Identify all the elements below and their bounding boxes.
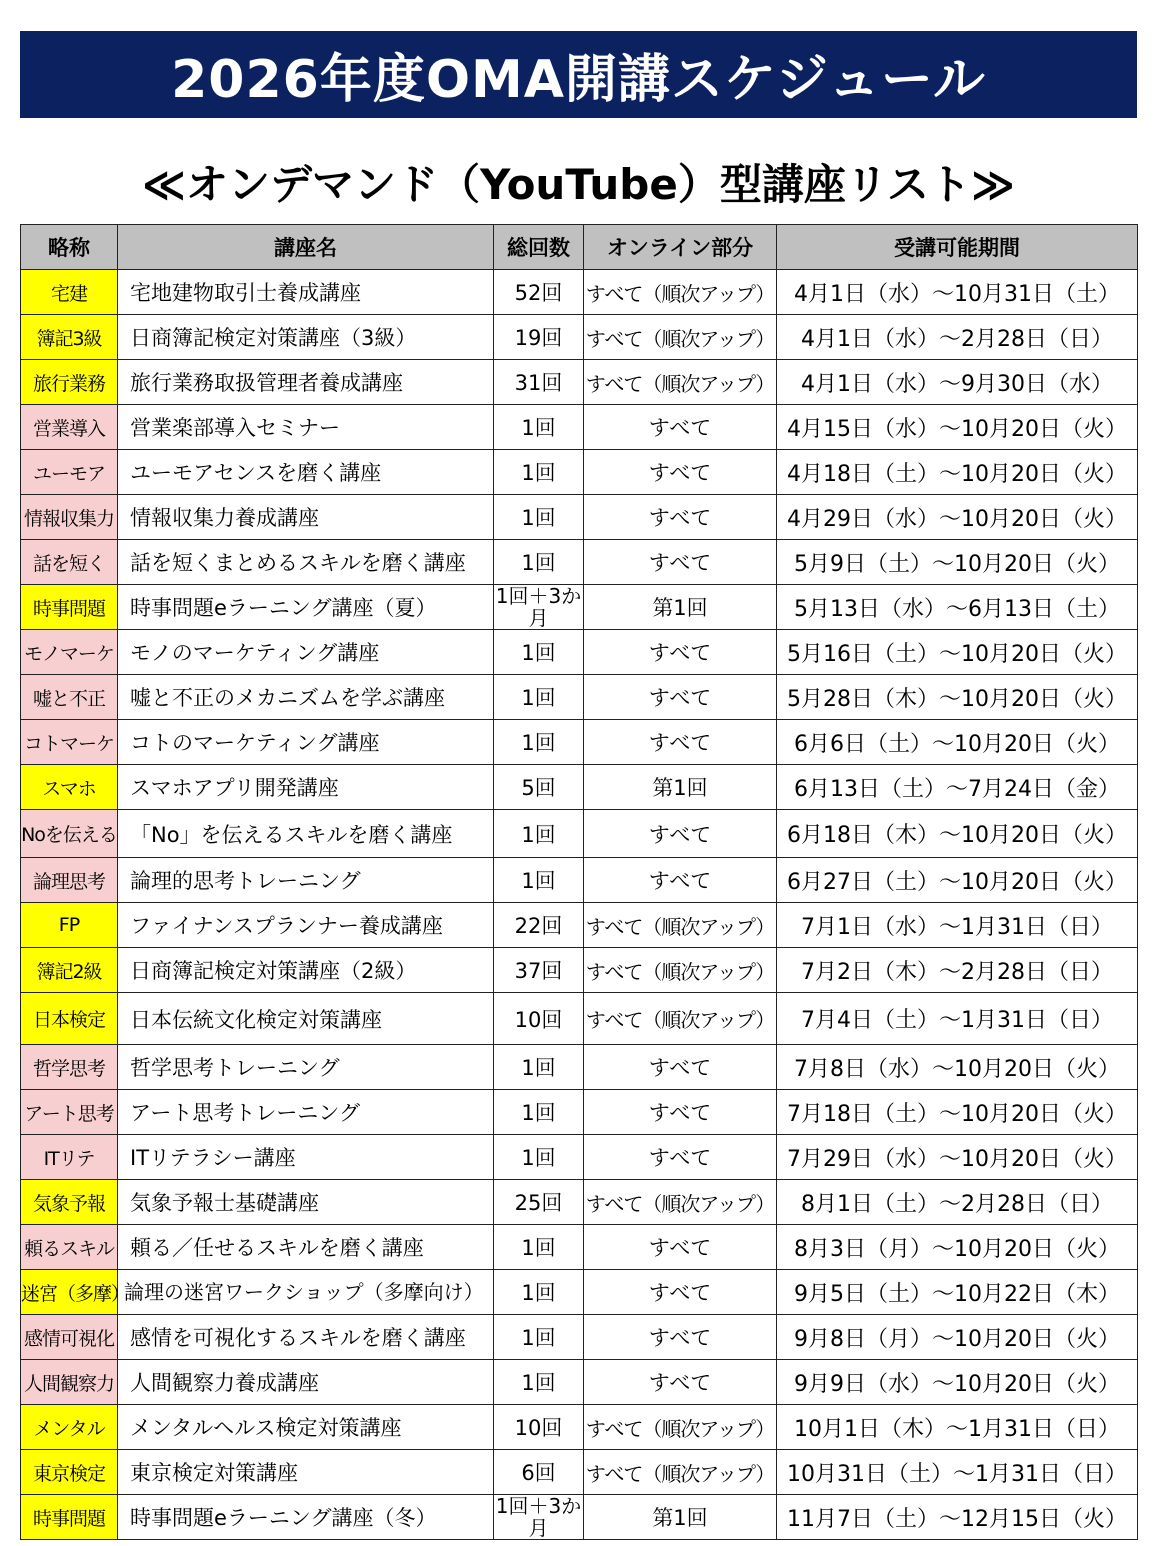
sessions-cell: 1回＋3か月 — [494, 1495, 584, 1540]
sessions-cell: 52回 — [494, 270, 584, 315]
online-cell: すべて（順次アップ） — [584, 1450, 777, 1495]
sessions-cell: 1回＋3か月 — [494, 585, 584, 630]
abbr-cell: 人間観察力 — [21, 1360, 118, 1405]
course-name-cell: アート思考トレーニング — [118, 1090, 494, 1135]
online-cell: すべて（順次アップ） — [584, 993, 777, 1045]
abbr-cell: 頼るスキル — [21, 1225, 118, 1270]
period-cell: 11月7日（土）～12月15日（火） — [777, 1495, 1138, 1540]
table-row — [21, 495, 1138, 540]
abbr-cell: 時事問題 — [21, 585, 118, 630]
online-cell: すべて — [584, 720, 777, 765]
sessions-cell: 1回 — [494, 1225, 584, 1270]
period-cell: 4月29日（水）～10月20日（火） — [777, 495, 1138, 540]
table-row — [21, 765, 1138, 810]
course-name-cell: 日商簿記検定対策講座（2級） — [118, 948, 494, 993]
online-cell: すべて — [584, 1360, 777, 1405]
course-name-cell: 人間観察力養成講座 — [118, 1360, 494, 1405]
period-cell: 5月16日（土）～10月20日（火） — [777, 630, 1138, 675]
abbr-cell: スマホ — [21, 765, 118, 810]
period-cell: 9月5日（土）～10月22日（木） — [777, 1270, 1138, 1315]
sessions-cell: 1回 — [494, 450, 584, 495]
abbr-cell: 哲学思考 — [21, 1045, 118, 1090]
online-cell: すべて — [584, 1270, 777, 1315]
sessions-cell: 1回 — [494, 1315, 584, 1360]
period-cell: 4月1日（水）～9月30日（水） — [777, 360, 1138, 405]
sessions-cell: 1回 — [494, 858, 584, 903]
online-cell: 第1回 — [584, 765, 777, 810]
sessions-cell: 37回 — [494, 948, 584, 993]
online-cell: すべて — [584, 630, 777, 675]
abbr-cell: 日本検定 — [21, 993, 118, 1045]
period-cell: 7月29日（水）～10月20日（火） — [777, 1135, 1138, 1180]
sessions-cell: 1回 — [494, 1135, 584, 1180]
sessions-cell: 31回 — [494, 360, 584, 405]
course-name-cell: 営業楽部導入セミナー — [118, 405, 494, 450]
abbr-cell: ITリテ — [21, 1135, 118, 1180]
table-row — [21, 810, 1138, 858]
period-cell: 7月2日（木）～2月28日（日） — [777, 948, 1138, 993]
online-cell: すべて（順次アップ） — [584, 315, 777, 360]
table-row — [21, 1315, 1138, 1360]
abbr-cell: 旅行業務 — [21, 360, 118, 405]
page-title: 2026年度OMA開講スケジュール — [20, 31, 1137, 118]
course-name-cell: 嘘と不正のメカニズムを学ぶ講座 — [118, 675, 494, 720]
abbr-cell: メンタル — [21, 1405, 118, 1450]
table-row — [21, 675, 1138, 720]
period-cell: 5月9日（土）～10月20日（火） — [777, 540, 1138, 585]
online-cell: すべて — [584, 405, 777, 450]
period-cell: 6月13日（土）～7月24日（金） — [777, 765, 1138, 810]
online-cell: すべて（順次アップ） — [584, 1405, 777, 1450]
period-cell: 8月1日（土）～2月28日（日） — [777, 1180, 1138, 1225]
course-name-cell: ユーモアセンスを磨く講座 — [118, 450, 494, 495]
sessions-cell: 1回 — [494, 630, 584, 675]
course-name-cell: 話を短くまとめるスキルを磨く講座 — [118, 540, 494, 585]
header-course-name: 講座名 — [118, 225, 494, 270]
header-online-part: オンライン部分 — [584, 225, 777, 270]
online-cell: すべて — [584, 540, 777, 585]
sessions-cell: 1回 — [494, 405, 584, 450]
sessions-cell: 1回 — [494, 675, 584, 720]
table-row — [21, 585, 1138, 630]
sessions-cell: 1回 — [494, 810, 584, 858]
table-row — [21, 1405, 1138, 1450]
sessions-cell: 1回 — [494, 1360, 584, 1405]
sessions-cell: 22回 — [494, 903, 584, 948]
table-row — [21, 993, 1138, 1045]
online-cell: 第1回 — [584, 585, 777, 630]
abbr-cell: 感情可視化 — [21, 1315, 118, 1360]
course-name-cell: 日商簿記検定対策講座（3級） — [118, 315, 494, 360]
abbr-cell: ユーモア — [21, 450, 118, 495]
online-cell: すべて（順次アップ） — [584, 948, 777, 993]
course-name-cell: 時事問題eラーニング講座（夏） — [118, 585, 494, 630]
abbr-cell: 営業導入 — [21, 405, 118, 450]
abbr-cell: 嘘と不正 — [21, 675, 118, 720]
course-name-cell: 感情を可視化するスキルを磨く講座 — [118, 1315, 494, 1360]
table-row — [21, 858, 1138, 903]
page-subtitle: ≪オンデマンド（YouTube）型講座リスト≫ — [142, 160, 1015, 209]
abbr-cell: 気象予報 — [21, 1180, 118, 1225]
online-cell: すべて — [584, 1090, 777, 1135]
period-cell: 10月31日（土）～1月31日（日） — [777, 1450, 1138, 1495]
course-name-cell: 情報収集力養成講座 — [118, 495, 494, 540]
table-row — [21, 315, 1138, 360]
abbr-cell: 簿記2級 — [21, 948, 118, 993]
course-table — [20, 224, 1138, 1540]
period-cell: 5月13日（水）～6月13日（土） — [777, 585, 1138, 630]
online-cell: すべて（順次アップ） — [584, 360, 777, 405]
table-row — [21, 1360, 1138, 1405]
period-cell: 4月1日（水）～10月31日（土） — [777, 270, 1138, 315]
sessions-cell: 1回 — [494, 1045, 584, 1090]
period-cell: 5月28日（木）～10月20日（火） — [777, 675, 1138, 720]
period-cell: 6月27日（土）～10月20日（火） — [777, 858, 1138, 903]
sessions-cell: 1回 — [494, 1090, 584, 1135]
table-row — [21, 1045, 1138, 1090]
abbr-cell: Noを伝える — [21, 810, 118, 858]
sessions-cell: 1回 — [494, 1270, 584, 1315]
table-row — [21, 630, 1138, 675]
online-cell: すべて（順次アップ） — [584, 1180, 777, 1225]
sessions-cell: 1回 — [494, 540, 584, 585]
period-cell: 4月15日（水）～10月20日（火） — [777, 405, 1138, 450]
table-row — [21, 1090, 1138, 1135]
table-row — [21, 1450, 1138, 1495]
abbr-cell: 宅建 — [21, 270, 118, 315]
period-cell: 7月4日（土）～1月31日（日） — [777, 993, 1138, 1045]
online-cell: すべて — [584, 1045, 777, 1090]
abbr-cell: 簿記3級 — [21, 315, 118, 360]
period-cell: 7月8日（水）～10月20日（火） — [777, 1045, 1138, 1090]
online-cell: すべて（順次アップ） — [584, 270, 777, 315]
table-row — [21, 405, 1138, 450]
table-row — [21, 948, 1138, 993]
course-name-cell: ファイナンスプランナー養成講座 — [118, 903, 494, 948]
header-period: 受講可能期間 — [777, 225, 1138, 270]
online-cell: すべて — [584, 675, 777, 720]
course-name-cell: 論理的思考トレーニング — [118, 858, 494, 903]
table-row — [21, 1225, 1138, 1270]
abbr-cell: 話を短く — [21, 540, 118, 585]
sessions-cell: 1回 — [494, 720, 584, 765]
period-cell: 8月3日（月）～10月20日（火） — [777, 1225, 1138, 1270]
period-cell: 7月18日（土）～10月20日（火） — [777, 1090, 1138, 1135]
sessions-cell: 10回 — [494, 993, 584, 1045]
online-cell: すべて（順次アップ） — [584, 903, 777, 948]
course-name-cell: 旅行業務取扱管理者養成講座 — [118, 360, 494, 405]
course-name-cell: コトのマーケティング講座 — [118, 720, 494, 765]
course-name-cell: 宅地建物取引士養成講座 — [118, 270, 494, 315]
table-row — [21, 1135, 1138, 1180]
table-row — [21, 1180, 1138, 1225]
sessions-cell: 25回 — [494, 1180, 584, 1225]
table-row — [21, 360, 1138, 405]
table-row — [21, 720, 1138, 765]
sessions-cell: 10回 — [494, 1405, 584, 1450]
table-header-row — [21, 225, 1138, 270]
abbr-cell: 時事問題 — [21, 1495, 118, 1540]
period-cell: 7月1日（水）～1月31日（日） — [777, 903, 1138, 948]
period-cell: 6月6日（土）～10月20日（火） — [777, 720, 1138, 765]
abbr-cell: 情報収集力 — [21, 495, 118, 540]
period-cell: 6月18日（木）～10月20日（火） — [777, 810, 1138, 858]
period-cell: 10月1日（木）～1月31日（日） — [777, 1405, 1138, 1450]
table-row — [21, 903, 1138, 948]
course-name-cell: モノのマーケティング講座 — [118, 630, 494, 675]
course-name-cell: 頼る／任せるスキルを磨く講座 — [118, 1225, 494, 1270]
course-name-cell: ITリテラシー講座 — [118, 1135, 494, 1180]
period-cell: 9月9日（水）～10月20日（火） — [777, 1360, 1138, 1405]
course-name-cell: 東京検定対策講座 — [118, 1450, 494, 1495]
online-cell: すべて — [584, 810, 777, 858]
table-row — [21, 540, 1138, 585]
table-row — [21, 1495, 1138, 1540]
period-cell: 4月18日（土）～10月20日（火） — [777, 450, 1138, 495]
course-name-cell: 「No」を伝えるスキルを磨く講座 — [118, 810, 494, 858]
course-name-cell: 時事問題eラーニング講座（冬） — [118, 1495, 494, 1540]
abbr-cell: 迷宮（多摩） — [21, 1270, 118, 1315]
table-row — [21, 270, 1138, 315]
abbr-cell: 論理思考 — [21, 858, 118, 903]
abbr-cell: 東京検定 — [21, 1450, 118, 1495]
course-name-cell: 日本伝統文化検定対策講座 — [118, 993, 494, 1045]
online-cell: すべて — [584, 495, 777, 540]
header-total-sessions: 総回数 — [494, 225, 584, 270]
course-name-cell: 論理の迷宮ワークショップ（多摩向け） — [118, 1270, 494, 1315]
online-cell: すべて — [584, 450, 777, 495]
online-cell: すべて — [584, 1315, 777, 1360]
sessions-cell: 19回 — [494, 315, 584, 360]
sessions-cell: 6回 — [494, 1450, 584, 1495]
course-name-cell: メンタルヘルス検定対策講座 — [118, 1405, 494, 1450]
abbr-cell: コトマーケ — [21, 720, 118, 765]
online-cell: すべて — [584, 1225, 777, 1270]
course-name-cell: スマホアプリ開発講座 — [118, 765, 494, 810]
table-row — [21, 1270, 1138, 1315]
abbr-cell: アート思考 — [21, 1090, 118, 1135]
period-cell: 9月8日（月）～10月20日（火） — [777, 1315, 1138, 1360]
period-cell: 4月1日（水）～2月28日（日） — [777, 315, 1138, 360]
table-row — [21, 450, 1138, 495]
course-name-cell: 哲学思考トレーニング — [118, 1045, 494, 1090]
abbr-cell: モノマーケ — [21, 630, 118, 675]
online-cell: 第1回 — [584, 1495, 777, 1540]
sessions-cell: 1回 — [494, 495, 584, 540]
online-cell: すべて — [584, 858, 777, 903]
online-cell: すべて — [584, 1135, 777, 1180]
sessions-cell: 5回 — [494, 765, 584, 810]
header-abbr: 略称 — [21, 225, 118, 270]
course-name-cell: 気象予報士基礎講座 — [118, 1180, 494, 1225]
abbr-cell: FP — [21, 903, 118, 948]
